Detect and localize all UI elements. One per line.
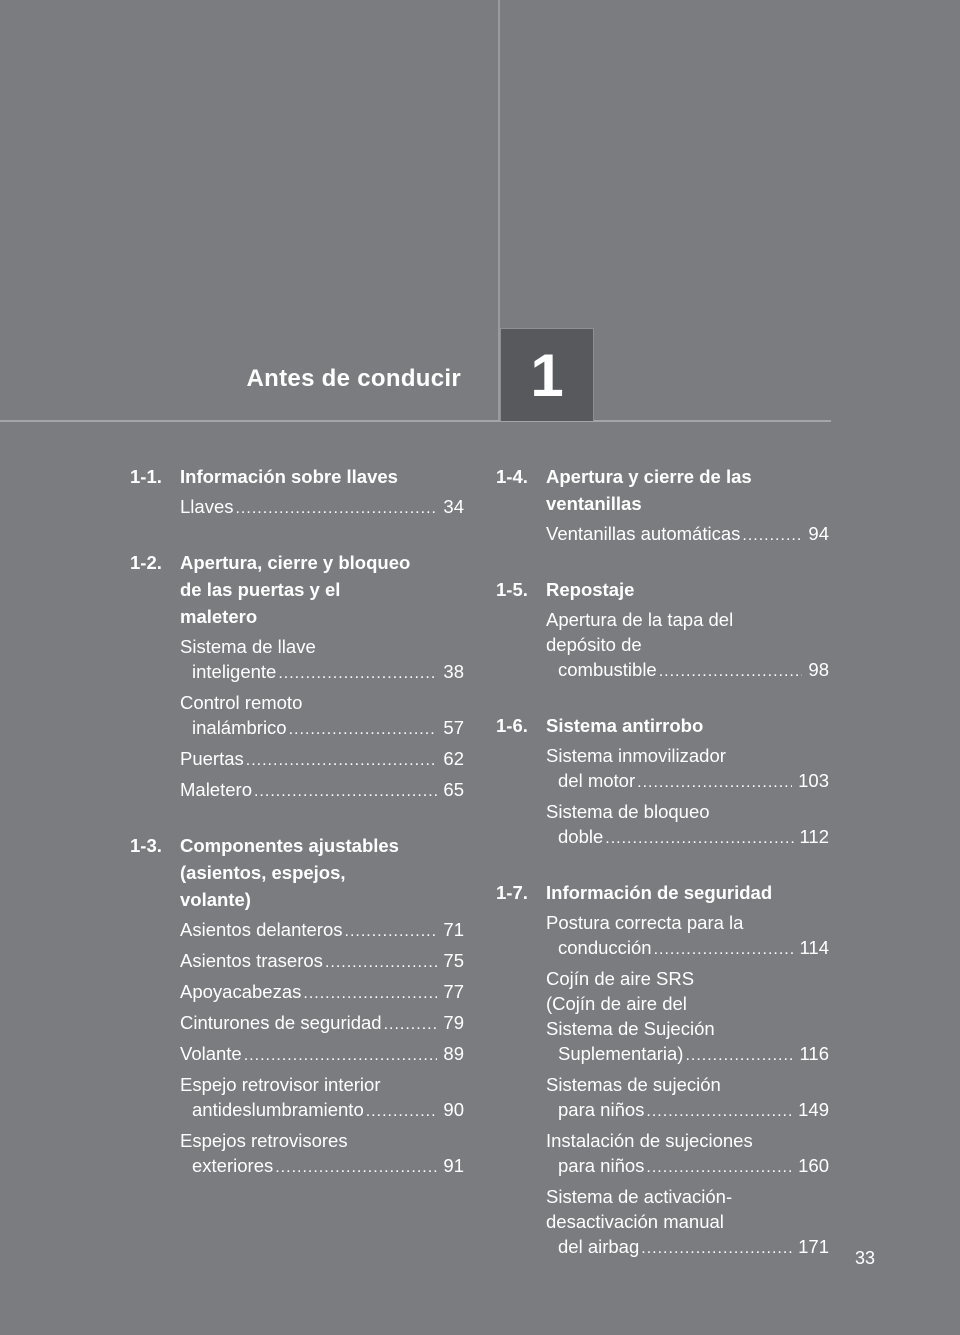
page-number: 33 [855, 1248, 876, 1268]
entry-text-line: antideslumbramiento [192, 1099, 364, 1120]
section-number: 1-3. [130, 835, 162, 856]
entry-page-number: 34 [443, 496, 464, 517]
entry-page-number: 62 [443, 748, 464, 769]
section-title-line: Apertura, cierre y bloqueo [180, 552, 411, 573]
entry-text-line: Espejos retrovisores [180, 1130, 348, 1151]
toc-entry[interactable] [180, 948, 464, 975]
entry-text-line: combustible [558, 659, 657, 680]
entry-page-number: 160 [798, 1155, 829, 1176]
entry-text-line: (Cojín de aire del [546, 993, 687, 1014]
section-heading [130, 463, 464, 490]
dot-leader [646, 1099, 792, 1124]
entry-text-line: del airbag [558, 1236, 640, 1257]
toc-entry[interactable] [546, 799, 829, 851]
dot-leader [646, 1155, 792, 1180]
entry-leader-row [546, 768, 829, 795]
dot-leader [637, 770, 792, 795]
toc-entry[interactable] [180, 1072, 464, 1124]
entry-text-line: Asientos delanteros [180, 919, 343, 940]
dot-leader [289, 717, 438, 742]
entry-text-line: Sistema de Sujeción [546, 1018, 715, 1039]
toc-entry[interactable] [180, 1041, 464, 1068]
section-title-line: Repostaje [546, 579, 635, 600]
entry-page-number: 71 [443, 919, 464, 940]
section-heading [130, 549, 464, 630]
entry-text-line: Instalación de sujeciones [546, 1130, 753, 1151]
entry-page-number: 38 [443, 661, 464, 682]
entry-leader-row [180, 715, 464, 742]
toc-section [130, 832, 464, 1180]
toc-entry[interactable] [180, 979, 464, 1006]
entry-leader-row [546, 657, 829, 684]
toc-entry[interactable] [180, 917, 464, 944]
entry-page-number: 89 [443, 1043, 464, 1064]
entry-page-number: 112 [799, 826, 829, 847]
entry-text-line: conducción [558, 937, 652, 958]
entry-leader-row [546, 1153, 829, 1180]
entry-text-line: desactivación manual [546, 1211, 724, 1232]
entry-text-line: Apoyacabezas [180, 981, 302, 1002]
dot-leader [303, 981, 437, 1006]
entry-page-number: 116 [799, 1043, 829, 1064]
section-title-line: Información de seguridad [546, 882, 773, 903]
section-heading [496, 576, 829, 603]
entry-leader-row [180, 746, 464, 773]
dot-leader [654, 937, 794, 962]
entry-text-line: del motor [558, 770, 636, 791]
toc-entry[interactable] [180, 494, 464, 521]
toc-section [496, 879, 829, 1261]
entry-leader-row [546, 935, 829, 962]
section-heading [496, 879, 829, 906]
entry-text-line: doble [558, 826, 604, 847]
entry-leader-row [180, 1010, 464, 1037]
entry-leader-row [180, 494, 464, 521]
section-number: 1-7. [496, 882, 528, 903]
section-heading [496, 712, 829, 739]
section-title-line: Apertura y cierre de las [546, 466, 752, 487]
dot-leader [605, 826, 793, 851]
entry-leader-row [546, 1234, 829, 1261]
entry-text-line: Suplementaria) [558, 1043, 684, 1064]
toc-entry[interactable] [180, 777, 464, 804]
toc-entry[interactable] [546, 1128, 829, 1180]
dot-leader [278, 661, 437, 686]
entry-page-number: 57 [443, 717, 464, 738]
entry-page-number: 75 [443, 950, 464, 971]
entry-text-line: depósito de [546, 634, 642, 655]
entry-text-line: Cinturones de seguridad [180, 1012, 382, 1033]
section-heading [496, 463, 829, 517]
toc-entry[interactable] [546, 743, 829, 795]
toc-entry[interactable] [546, 966, 829, 1068]
toc-entry[interactable] [546, 910, 829, 962]
entry-text-line: Espejo retrovisor interior [180, 1074, 381, 1095]
dot-leader [325, 950, 437, 975]
entry-leader-row [546, 521, 829, 548]
section-heading [130, 832, 464, 913]
entry-text-line: inalámbrico [192, 717, 287, 738]
entry-page-number: 77 [443, 981, 464, 1002]
entry-text-line: para niños [558, 1099, 645, 1120]
toc-column-left [130, 463, 464, 1208]
chapter-title: Antes de conducir [246, 365, 461, 392]
entry-text-line: para niños [558, 1155, 645, 1176]
dot-leader [384, 1012, 438, 1037]
entry-text-line: Puertas [180, 748, 244, 769]
entry-text-line: Asientos traseros [180, 950, 323, 971]
entry-page-number: 91 [443, 1155, 464, 1176]
entry-leader-row [180, 1153, 464, 1180]
entry-text-line: Sistema de llave [180, 636, 316, 657]
toc-entry[interactable] [546, 1184, 829, 1261]
dot-leader [685, 1043, 793, 1068]
section-number: 1-6. [496, 715, 528, 736]
toc-entry[interactable] [180, 746, 464, 773]
horizontal-rule [0, 420, 831, 422]
toc-section [130, 549, 464, 804]
toc-entry[interactable] [546, 521, 829, 548]
entry-page-number: 79 [443, 1012, 464, 1033]
chapter-number-tab [500, 328, 594, 421]
entry-text-line: Sistema inmovilizador [546, 745, 726, 766]
entry-text-line: Llaves [180, 496, 234, 517]
entry-text-line: Postura correcta para la [546, 912, 744, 933]
entry-text-line: Ventanillas automáticas [546, 523, 741, 544]
dot-leader [254, 779, 437, 804]
toc-section [496, 712, 829, 851]
toc-section [496, 576, 829, 684]
entry-text-line: Sistema de bloqueo [546, 801, 710, 822]
entry-leader-row [180, 948, 464, 975]
entry-text-line: Sistema de activación- [546, 1186, 733, 1207]
toc-entry[interactable] [180, 1128, 464, 1180]
entry-leader-row [180, 917, 464, 944]
entry-page-number: 90 [443, 1099, 464, 1120]
entry-page-number: 171 [798, 1236, 829, 1257]
entry-text-line: inteligente [192, 661, 277, 682]
dot-leader [235, 496, 437, 521]
entry-page-number: 98 [808, 659, 829, 680]
section-title-line: ventanillas [546, 493, 642, 514]
dot-leader [246, 748, 438, 773]
entry-leader-row [546, 1097, 829, 1124]
entry-text-line: Control remoto [180, 692, 303, 713]
entry-leader-row [180, 659, 464, 686]
dot-leader [366, 1099, 438, 1124]
entry-text-line: Maletero [180, 779, 252, 800]
entry-page-number: 114 [799, 937, 829, 958]
entry-leader-row [180, 979, 464, 1006]
chapter-number: 1 [530, 341, 564, 409]
entry-page-number: 65 [443, 779, 464, 800]
dot-leader [742, 523, 802, 548]
dot-leader [659, 659, 803, 684]
dot-leader [244, 1043, 438, 1068]
section-title-line: Componentes ajustables [180, 835, 399, 856]
section-number: 1-4. [496, 466, 528, 487]
entry-leader-row [180, 777, 464, 804]
toc-entry[interactable] [180, 1010, 464, 1037]
entry-page-number: 149 [798, 1099, 829, 1120]
entry-leader-row [180, 1097, 464, 1124]
toc-entry[interactable] [546, 1072, 829, 1124]
toc-entry[interactable] [180, 690, 464, 742]
entry-page-number: 103 [798, 770, 829, 791]
toc-section [130, 463, 464, 521]
entry-text-line: Sistemas de sujeción [546, 1074, 721, 1095]
entry-text-line: exteriores [192, 1155, 274, 1176]
dot-leader [275, 1155, 437, 1180]
dot-leader [345, 919, 438, 944]
section-title-line: maletero [180, 606, 258, 627]
section-title-line: de las puertas y el [180, 579, 341, 600]
toc-entry[interactable] [180, 634, 464, 686]
entry-text-line: Apertura de la tapa del [546, 609, 734, 630]
section-title-line: Información sobre llaves [180, 466, 398, 487]
section-title-line: Sistema antirrobo [546, 715, 704, 736]
dot-leader [641, 1236, 792, 1261]
toc-section [496, 463, 829, 548]
section-number: 1-2. [130, 552, 162, 573]
entry-leader-row [546, 1041, 829, 1068]
entry-leader-row [180, 1041, 464, 1068]
section-number: 1-5. [496, 579, 528, 600]
entry-leader-row [546, 824, 829, 851]
section-title-line: (asientos, espejos, [180, 862, 346, 883]
toc-entry[interactable] [546, 607, 829, 684]
section-number: 1-1. [130, 466, 162, 487]
entry-page-number: 94 [808, 523, 829, 544]
toc-column-right [496, 463, 829, 1289]
section-title-line: volante) [180, 889, 251, 910]
entry-text-line: Volante [180, 1043, 242, 1064]
entry-text-line: Cojín de aire SRS [546, 968, 695, 989]
